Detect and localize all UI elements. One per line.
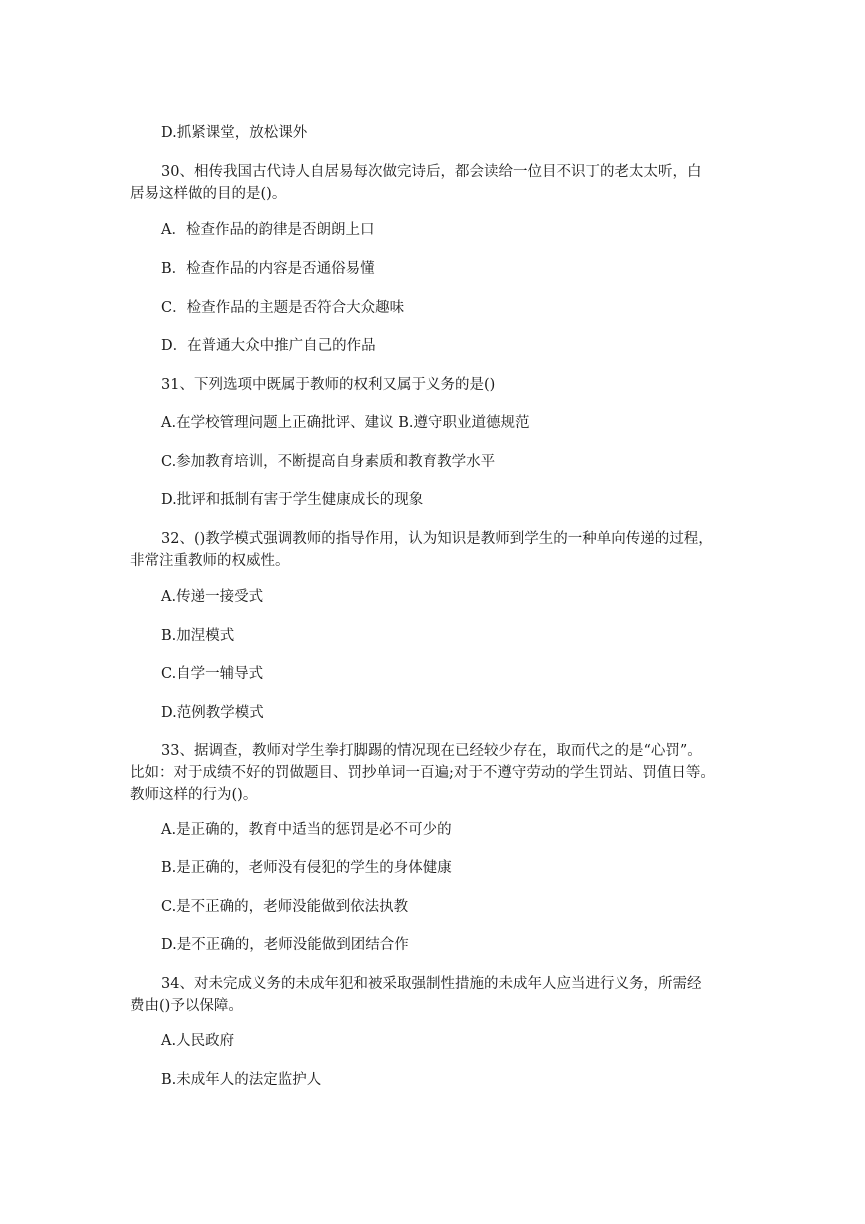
option-33-d: D.是不正确的，老师没能做到团结合作 <box>161 937 409 953</box>
question-30-line-2: 居易这样做的目的是()。 <box>130 186 287 202</box>
option-32-c: C.自学一辅导式 <box>161 666 264 682</box>
option-30-d: D．在普通大众中推广自己的作品 <box>161 338 376 354</box>
option-33-c: C.是不正确的，老师没能做到依法执教 <box>161 899 409 915</box>
option-32-b: B.加涅模式 <box>161 628 235 644</box>
option-33-a: A.是正确的，教育中适当的惩罚是必不可少的 <box>161 822 452 838</box>
option-32-a: A.传递一接受式 <box>161 589 264 605</box>
option-31-c: C.参加教育培训，不断提高自身素质和教育教学水平 <box>161 454 496 470</box>
question-34-line-2: 费由()予以保障。 <box>130 998 243 1014</box>
option-34-a: A.人民政府 <box>161 1033 235 1049</box>
option-31-d: D.批评和抵制有害于学生健康成长的现象 <box>161 492 424 508</box>
option-32-d: D.范例教学模式 <box>161 705 264 721</box>
question-33-line-3: 教师这样的行为()。 <box>130 787 258 803</box>
option-30-b: B．检查作品的内容是否通俗易懂 <box>161 261 375 277</box>
option-29-d: D.抓紧课堂，放松课外 <box>161 125 308 141</box>
option-31-a-b: A.在学校管理问题上正确批评、建议 B.遵守职业道德规范 <box>161 415 530 431</box>
question-32-line-1: 32、()教学模式强调教师的指导作用，认为知识是教师到学生的一种单向传递的过程， <box>161 531 713 547</box>
question-33-line-1: 33、据调查，教师对学生拳打脚踢的情况现在已经较少存在，取而代之的是“心罚”。 <box>161 743 702 759</box>
option-33-b: B.是正确的，老师没有侵犯的学生的身体健康 <box>161 860 452 876</box>
option-34-b: B.未成年人的法定监护人 <box>161 1072 322 1088</box>
question-31: 31、下列选项中既属于教师的权利又属于义务的是() <box>161 377 496 393</box>
option-30-c: C．检查作品的主题是否符合大众趣味 <box>161 300 405 316</box>
question-30-line-1: 30、相传我国古代诗人自居易每次做完诗后，都会读给一位目不识丁的老太太听，白 <box>161 164 702 180</box>
question-32-line-2: 非常注重教师的权威性。 <box>130 553 290 569</box>
option-30-a: A．检查作品的韵律是否朗朗上口 <box>161 222 375 238</box>
question-34-line-1: 34、对未完成义务的未成年犯和被采取强制性措施的未成年人应当进行义务，所需经 <box>161 976 702 992</box>
question-33-line-2: 比如：对于成绩不好的罚做题目、罚抄单词一百遍;对于不遵守劳动的学生罚站、罚值日等。 <box>130 765 715 781</box>
